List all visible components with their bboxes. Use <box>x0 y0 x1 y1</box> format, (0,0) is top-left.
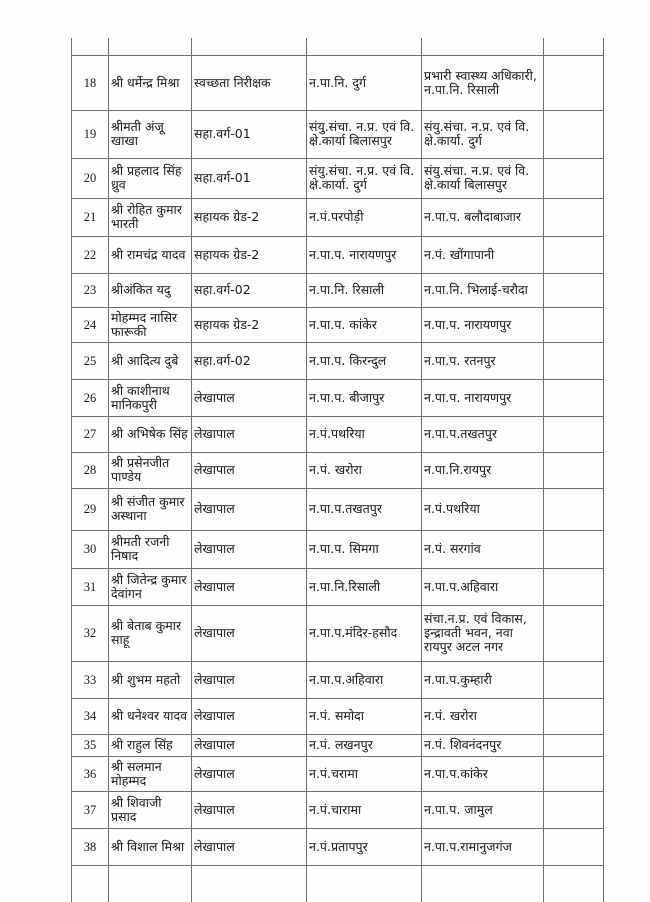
table-cell <box>109 865 192 902</box>
post-cell: लेखापाल <box>192 452 307 488</box>
post-cell: सहायक ग्रेड-2 <box>192 236 307 273</box>
remarks-cell <box>544 110 604 158</box>
sn-cell: 30 <box>72 530 109 568</box>
table-row <box>72 661 604 698</box>
sn-cell: 24 <box>72 307 109 342</box>
sn-cell: 28 <box>72 452 109 488</box>
table-row <box>72 756 604 791</box>
to-office-cell: न.पा.प. बलौदाबाजार <box>422 198 544 236</box>
remarks-cell <box>544 379 604 416</box>
post-cell: लेखापाल <box>192 698 307 734</box>
remarks-cell <box>544 530 604 568</box>
name-cell: मोहम्मद नासिर फारूकी <box>109 307 192 342</box>
name-cell: श्री धनेश्वर यादव <box>109 698 192 734</box>
sn-cell: 34 <box>72 698 109 734</box>
sn-cell: 35 <box>72 734 109 756</box>
name-cell: श्रीअंकित यदु <box>109 273 192 307</box>
name-cell: श्री बेताब कुमार साहू <box>109 605 192 661</box>
remarks-cell <box>544 734 604 756</box>
table-row <box>72 568 604 605</box>
table-row <box>72 236 604 273</box>
to-office-cell: न.पा.प.रामानुजगंज <box>422 828 544 865</box>
sn-cell: 27 <box>72 416 109 452</box>
to-office-cell: न.पा.प.अहिवारा <box>422 568 544 605</box>
to-office-cell: न.पा.नि. भिलाई-चरौदा <box>422 273 544 307</box>
to-office-cell: न.पा.प. रतनपुर <box>422 342 544 379</box>
name-cell: श्रीमती रजनी निषाद <box>109 530 192 568</box>
table-row <box>72 307 604 342</box>
table-cell <box>192 38 307 55</box>
post-cell: लेखापाल <box>192 530 307 568</box>
name-cell: श्री प्रहलाद सिंह ध्रुव <box>109 158 192 198</box>
post-cell: सहायक ग्रेड-2 <box>192 198 307 236</box>
to-office-cell: न.पा.प.कांकेर <box>422 756 544 791</box>
name-cell: श्री काशीनाथ मानिकपुरी <box>109 379 192 416</box>
table-row <box>72 488 604 530</box>
to-office-cell: संचा.न.प्र. एवं विकास, इन्द्रावती भवन, नवा रायपुर अटल नगर <box>422 605 544 661</box>
remarks-cell <box>544 756 604 791</box>
transfer-table <box>71 38 604 902</box>
from-office-cell: न.पा.प.अहिवारा <box>307 661 422 698</box>
post-cell: लेखापाल <box>192 828 307 865</box>
sn-cell: 21 <box>72 198 109 236</box>
post-cell: स्वच्छता निरीक्षक <box>192 55 307 110</box>
table-row <box>72 530 604 568</box>
remarks-cell <box>544 488 604 530</box>
table-row <box>72 379 604 416</box>
table-cell <box>422 38 544 55</box>
remarks-cell <box>544 307 604 342</box>
table-row <box>72 828 604 865</box>
sn-cell: 23 <box>72 273 109 307</box>
to-office-cell: न.पं. खरोरा <box>422 698 544 734</box>
from-office-cell: न.पं. समोदा <box>307 698 422 734</box>
post-cell: सहा.वर्ग-01 <box>192 110 307 158</box>
sn-cell: 32 <box>72 605 109 661</box>
remarks-cell <box>544 661 604 698</box>
remarks-cell <box>544 698 604 734</box>
from-office-cell: न.पं. खरोरा <box>307 452 422 488</box>
name-cell: श्री राहुल सिंह <box>109 734 192 756</box>
table-row <box>72 110 604 158</box>
from-office-cell: न.पं.प्रतापपुर <box>307 828 422 865</box>
to-office-cell: न.पं. शिवनंदनपुर <box>422 734 544 756</box>
from-office-cell: न.पं.पथरिया <box>307 416 422 452</box>
table-cell <box>422 865 544 902</box>
post-cell: लेखापाल <box>192 791 307 828</box>
name-cell: श्रीमती अंजू खाखा <box>109 110 192 158</box>
from-office-cell: न.पा.प. सिमगा <box>307 530 422 568</box>
name-cell: श्री प्रसेनजीत पाण्डेय <box>109 452 192 488</box>
from-office-cell: न.पा.प. कांकेर <box>307 307 422 342</box>
table-row <box>72 198 604 236</box>
name-cell: श्री अभिषेक सिंह <box>109 416 192 452</box>
from-office-cell: न.पा.प. नारायणपुर <box>307 236 422 273</box>
post-cell: लेखापाल <box>192 488 307 530</box>
sn-cell: 37 <box>72 791 109 828</box>
sn-cell: 38 <box>72 828 109 865</box>
remarks-cell <box>544 452 604 488</box>
post-cell: सहा.वर्ग-02 <box>192 273 307 307</box>
to-office-cell: प्रभारी स्वास्थ्य अधिकारी, न.पा.नि. रिसाली <box>422 55 544 110</box>
table-row <box>72 791 604 828</box>
remarks-cell <box>544 198 604 236</box>
from-office-cell: न.पा.नि. दुर्ग <box>307 55 422 110</box>
table-row <box>72 158 604 198</box>
remarks-cell <box>544 791 604 828</box>
name-cell: श्री धर्मेन्द्र मिश्रा <box>109 55 192 110</box>
to-office-cell: न.पा.प. नारायणपुर <box>422 379 544 416</box>
remarks-cell <box>544 55 604 110</box>
remarks-cell <box>544 828 604 865</box>
sn-cell: 31 <box>72 568 109 605</box>
table-row-top-partial <box>72 38 604 55</box>
from-office-cell: न.पा.प.मंदिर-हसौद <box>307 605 422 661</box>
post-cell: लेखापाल <box>192 661 307 698</box>
post-cell: लेखापाल <box>192 734 307 756</box>
to-office-cell: संयु.संचा. न.प्र. एवं वि. क्षे.कार्या. दुर्ग <box>422 110 544 158</box>
post-cell: सहा.वर्ग-02 <box>192 342 307 379</box>
table-cell <box>109 38 192 55</box>
name-cell: श्री शुभम महतो <box>109 661 192 698</box>
from-office-cell: न.पं.चारामा <box>307 791 422 828</box>
remarks-cell <box>544 416 604 452</box>
table-cell <box>72 865 109 902</box>
post-cell: लेखापाल <box>192 379 307 416</box>
sn-cell: 19 <box>72 110 109 158</box>
table-row <box>72 605 604 661</box>
from-office-cell: न.पं. लखनपुर <box>307 734 422 756</box>
table-cell <box>307 38 422 55</box>
name-cell: श्री विशाल मिश्रा <box>109 828 192 865</box>
sn-cell: 20 <box>72 158 109 198</box>
name-cell: श्री शिवाजी प्रसाद <box>109 791 192 828</box>
post-cell: सहायक ग्रेड-2 <box>192 307 307 342</box>
name-cell: श्री आदित्य दुबे <box>109 342 192 379</box>
to-office-cell: न.पं. खोंगापानी <box>422 236 544 273</box>
table-cell <box>307 865 422 902</box>
table-row-bottom-partial <box>72 865 604 902</box>
to-office-cell: न.पं.पथरिया <box>422 488 544 530</box>
name-cell: श्री संजीत कुमार अस्थाना <box>109 488 192 530</box>
sn-cell: 18 <box>72 55 109 110</box>
table-row <box>72 698 604 734</box>
table-row <box>72 273 604 307</box>
to-office-cell: न.पा.प. जामुल <box>422 791 544 828</box>
from-office-cell: न.पं.चरामा <box>307 756 422 791</box>
to-office-cell: न.पा.प.कुम्हारी <box>422 661 544 698</box>
table-row <box>72 342 604 379</box>
to-office-cell: संयु.संचा. न.प्र. एवं वि. क्षे.कार्या बिलासपुर <box>422 158 544 198</box>
to-office-cell: न.पं. सरगांव <box>422 530 544 568</box>
sn-cell: 26 <box>72 379 109 416</box>
name-cell: श्री रामचंद्र यादव <box>109 236 192 273</box>
sn-cell: 25 <box>72 342 109 379</box>
to-office-cell: न.पा.प.तखतपुर <box>422 416 544 452</box>
to-office-cell: न.पा.प. नारायणपुर <box>422 307 544 342</box>
table-row <box>72 55 604 110</box>
name-cell: श्री रोहित कुमार भारती <box>109 198 192 236</box>
table-row <box>72 734 604 756</box>
to-office-cell: न.पा.नि.रायपुर <box>422 452 544 488</box>
table-row <box>72 416 604 452</box>
from-office-cell: संयु.संचा. न.प्र. एवं वि. क्षे.कार्या बिलासपुर <box>307 110 422 158</box>
from-office-cell: न.पा.नि. रिसाली <box>307 273 422 307</box>
sn-cell: 29 <box>72 488 109 530</box>
table-cell <box>544 865 604 902</box>
post-cell: लेखापाल <box>192 568 307 605</box>
post-cell: लेखापाल <box>192 416 307 452</box>
table-row <box>72 452 604 488</box>
table-cell <box>72 38 109 55</box>
name-cell: श्री सलमान मोहम्मद <box>109 756 192 791</box>
remarks-cell <box>544 605 604 661</box>
table-cell <box>192 865 307 902</box>
name-cell: श्री जितेन्द्र कुमार देवांगन <box>109 568 192 605</box>
remarks-cell <box>544 236 604 273</box>
sn-cell: 33 <box>72 661 109 698</box>
from-office-cell: न.पा.प. किरन्दुल <box>307 342 422 379</box>
from-office-cell: न.पा.प.तखतपुर <box>307 488 422 530</box>
remarks-cell <box>544 342 604 379</box>
post-cell: लेखापाल <box>192 605 307 661</box>
table-cell <box>544 38 604 55</box>
remarks-cell <box>544 568 604 605</box>
post-cell: सहा.वर्ग-01 <box>192 158 307 198</box>
from-office-cell: न.पा.प. बीजापुर <box>307 379 422 416</box>
from-office-cell: न.पा.नि.रिसाली <box>307 568 422 605</box>
post-cell: लेखापाल <box>192 756 307 791</box>
remarks-cell <box>544 273 604 307</box>
sn-cell: 36 <box>72 756 109 791</box>
remarks-cell <box>544 158 604 198</box>
sn-cell: 22 <box>72 236 109 273</box>
from-office-cell: न.पं.परपोड़ी <box>307 198 422 236</box>
from-office-cell: संयु.संचा. न.प्र. एवं वि. क्षे.कार्या. दुर्ग <box>307 158 422 198</box>
